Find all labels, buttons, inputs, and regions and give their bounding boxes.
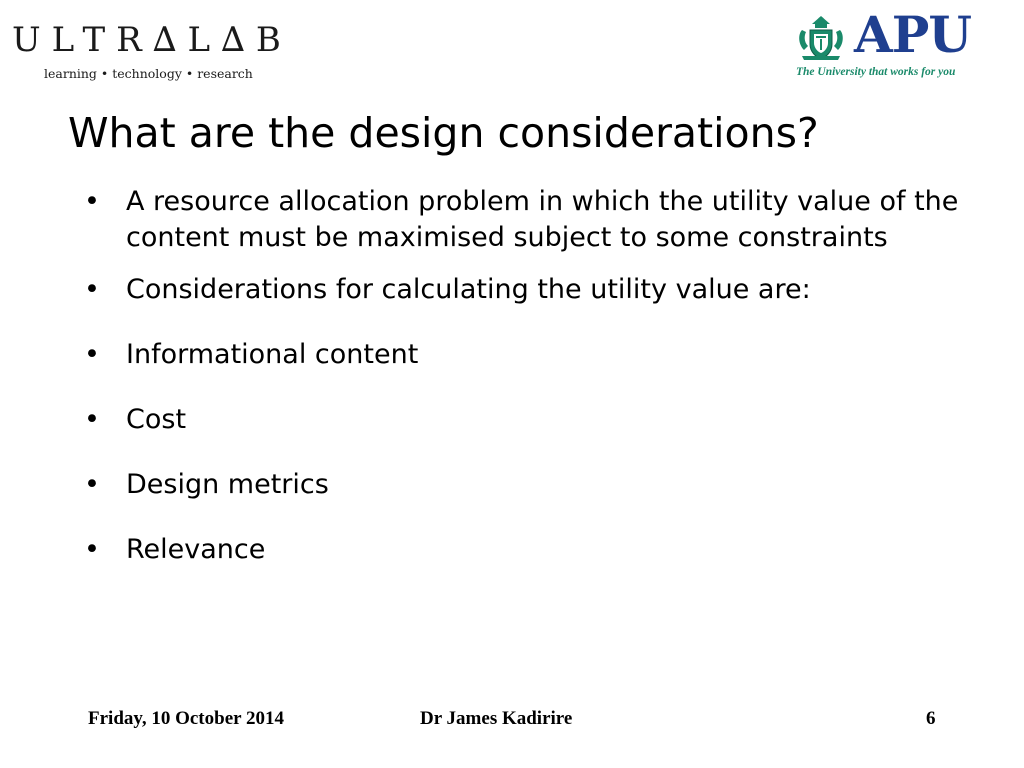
bullet-dot-icon: • bbox=[84, 404, 100, 435]
slide-number: 6 bbox=[926, 708, 936, 729]
ultralab-wordmark bbox=[12, 20, 292, 60]
bullet-text: Cost bbox=[126, 404, 187, 435]
bullet-dot-icon: • bbox=[84, 534, 100, 565]
bullet-text: Informational content bbox=[126, 339, 419, 370]
bullet-dot-icon: • bbox=[84, 274, 100, 305]
ultralab-logo bbox=[12, 20, 292, 86]
bullet-text: Design metrics bbox=[126, 469, 329, 500]
apu-logo bbox=[790, 5, 1020, 84]
ultralab-letter-a-delta2: ∆ bbox=[221, 20, 256, 60]
ultralab-letter-r: R bbox=[116, 20, 153, 60]
ultralab-letter-l: L bbox=[51, 20, 83, 60]
bullet-text: A resource allocation problem in which the utility value of the content must be maximised subject to some constraints bbox=[126, 186, 959, 253]
bullet-item bbox=[84, 467, 964, 503]
bullet-list bbox=[84, 184, 964, 568]
bullet-item bbox=[84, 402, 964, 438]
ultralab-letter-t: T bbox=[82, 20, 117, 60]
footer-author: Dr James Kadirire bbox=[420, 708, 573, 729]
bullet-dot-icon: • bbox=[84, 186, 100, 217]
apu-wordmark: APU bbox=[854, 5, 971, 64]
bullet-item bbox=[84, 272, 964, 308]
bullet-item bbox=[84, 184, 964, 256]
bullet-dot-icon: • bbox=[84, 469, 100, 500]
ultralab-tagline: learning • technology • research bbox=[44, 66, 253, 81]
ultralab-letter-l2: L bbox=[187, 20, 222, 60]
bullet-text: Considerations for calculating the utility value are: bbox=[126, 274, 811, 305]
bullet-dot-icon: • bbox=[84, 339, 100, 370]
ultralab-letter-a-delta: ∆ bbox=[152, 20, 188, 60]
apu-tagline: The University that works for you bbox=[796, 66, 956, 78]
ultralab-letter-b: B bbox=[255, 20, 292, 60]
slide-title: What are the design considerations? bbox=[68, 109, 819, 157]
ultralab-letter-u: U bbox=[12, 20, 52, 60]
bullet-text: Relevance bbox=[126, 534, 266, 565]
footer-date: Friday, 10 October 2014 bbox=[88, 708, 284, 729]
bullet-item bbox=[84, 532, 964, 568]
apu-crest-icon bbox=[794, 10, 848, 64]
bullet-item bbox=[84, 337, 964, 373]
